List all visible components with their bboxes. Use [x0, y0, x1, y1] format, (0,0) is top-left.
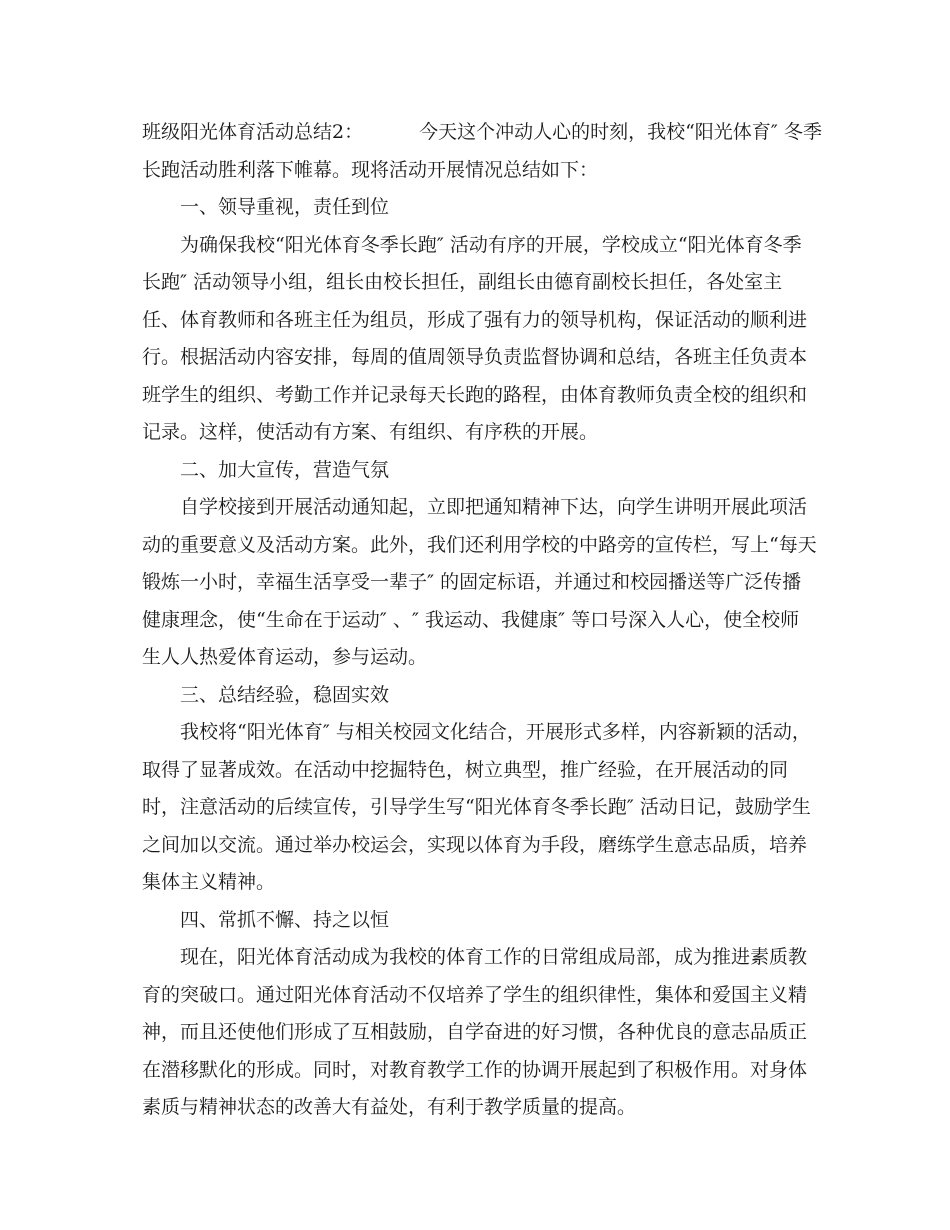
paragraph-line: 行。根据活动内容安排，每周的值周领导负责监督协调和总结，各班主任负责本 [142, 346, 808, 368]
document-body [142, 114, 822, 1127]
paragraph-line: 我校将“阳光体育″ 与相关校园文化结合，开展形式多样，内容新颖的活动， [180, 721, 811, 743]
paragraph-line: 现在，阳光体育活动成为我校的体育工作的日常组成局部，成为推进素质教 [180, 946, 808, 968]
paragraph-line: 之间加以交流。通过举办校运会，实现以体育为手段，磨练学生意志品质，培养 [142, 833, 808, 856]
paragraph-line: 育的突破口。通过阳光体育活动不仅培养了学生的组织律性，集体和爱国主义精 [142, 983, 808, 1006]
paragraph-line: 取得了显著成效。在活动中挖掘特色，树立典型，推广经验，在开展活动的同 [142, 758, 789, 781]
section-heading: 二、加大宣传，营造气氛 [180, 458, 390, 481]
intro-line: 长跑活动胜利落下帷幕。现将活动开展情况总结如下： [142, 158, 599, 181]
paragraph-line: 健康理念，使“生命在于运动″ 、″ 我运动、我健康″ 等口号深入人心，使全校师 [142, 608, 800, 631]
paragraph-line: 长跑″ 活动领导小组，组长由校长担任，副组长由德育副校长担任，各处室主 [142, 271, 783, 293]
document-title: 班级阳光体育活动总结2： [142, 121, 364, 143]
paragraph-line: 锻炼一小时，幸福生活享受一辈子″ 的固定标语，并通过和校园播送等广泛传播 [142, 571, 802, 593]
paragraph-line: 生人人热爱体育运动，参与运动。 [142, 646, 428, 668]
paragraph-line: 在潜移默化的形成。同时，对教育教学工作的协调开展起到了积极作用。对身体 [142, 1058, 808, 1081]
section-heading: 一、领导重视，责任到位 [180, 196, 390, 218]
paragraph-line: 时，注意活动的后续宣传，引导学生写“阳光体育冬季长跑″ 活动日记，鼓励学生 [142, 796, 811, 818]
paragraph-line: 记录。这样，使活动有方案、有组织、有序秩的开展。 [142, 421, 599, 443]
paragraph-line: 班学生的组织、考勤工作并记录每天长跑的路程，由体育教师负责全校的组织和 [142, 383, 808, 406]
section-heading: 四、常抓不懈、持之以恒 [180, 908, 390, 931]
paragraph-line: 集体主义精神。 [142, 871, 276, 893]
paragraph-line: 为确保我校“阳光体育冬季长跑″ 活动有序的开展，学校成立“阳光体育冬季 [180, 233, 802, 256]
section-heading: 三、总结经验，稳固实效 [180, 683, 390, 706]
paragraph-line: 自学校接到开展活动通知起，立即把通知精神下达，向学生讲明开展此项活 [180, 496, 808, 518]
paragraph-line: 神，而且还使他们形成了互相鼓励，自学奋进的好习惯，各种优良的意志品质正 [142, 1021, 808, 1043]
paragraph-line: 动的重要意义及活动方案。此外，我们还利用学校的中路旁的宣传栏，写上“每天 [142, 533, 817, 556]
paragraph-line: 任、体育教师和各班主任为组员，形成了强有力的领导机构，保证活动的顺利进 [142, 308, 808, 331]
paragraph-line: 素质与精神状态的改善大有益处，有利于教学质量的提高。 [142, 1096, 637, 1118]
intro-text: 今天这个冲动人心的时刻，我校“阳光体育″ 冬季 [419, 121, 822, 143]
intro-line [142, 114, 822, 152]
